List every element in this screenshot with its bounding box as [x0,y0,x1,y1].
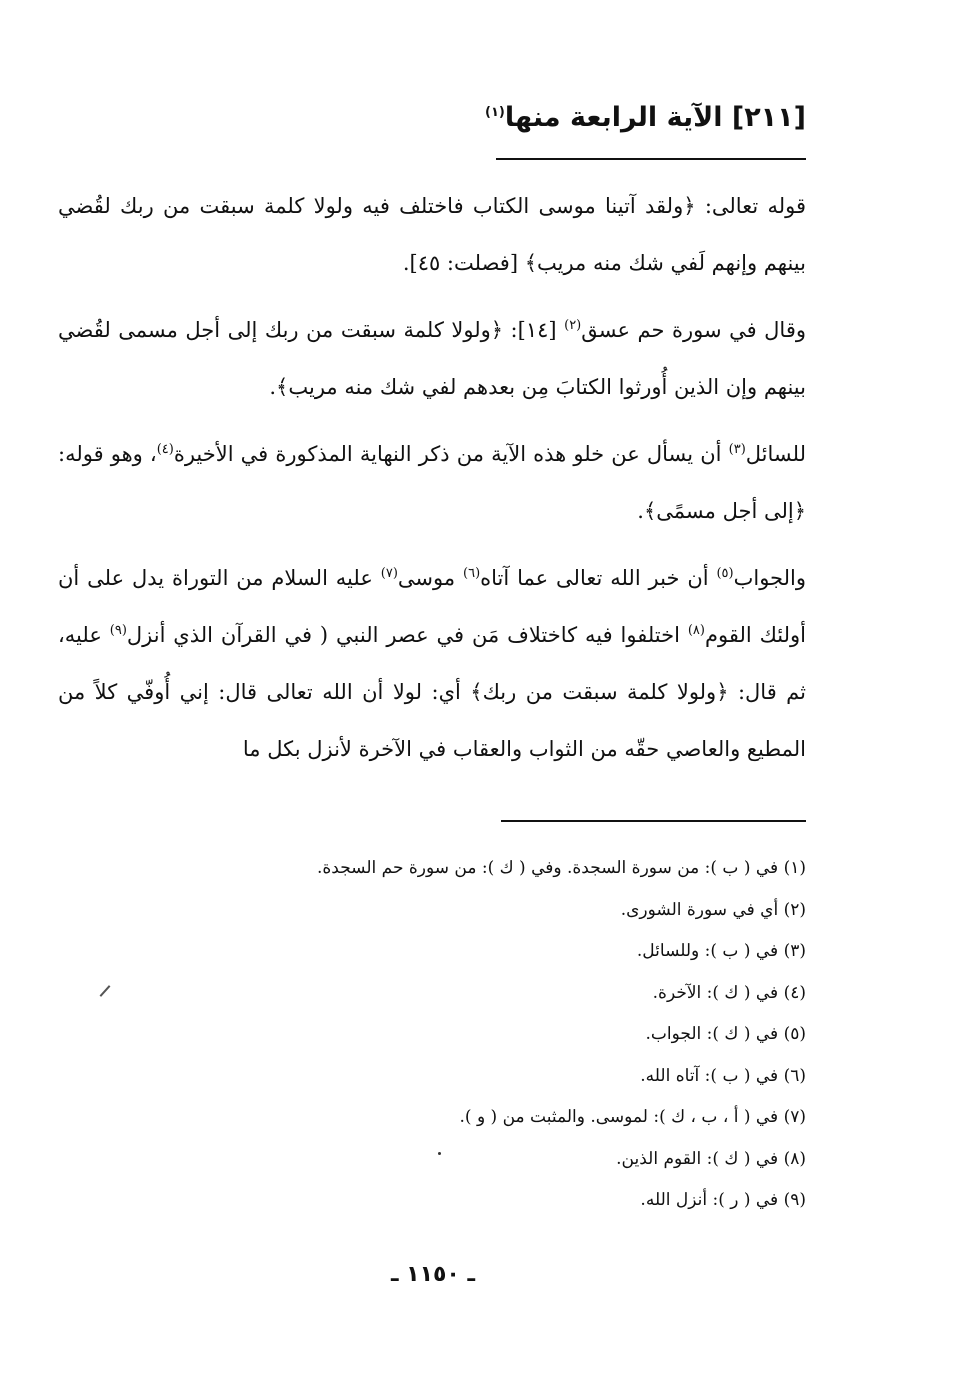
footnote-separator [501,820,806,822]
heading-title: الآية الرابعة منها [504,102,723,133]
paragraph-text: والجواب [733,566,806,590]
footnote-item: (٦) في ( ب ): آتاه الله. [640,1065,806,1086]
footnote-item: (٧) في ( أ ، ب ، ك ): لموسى. والمثبت من ( و ). [459,1107,806,1127]
footnote-ref: (٣) [728,442,746,457]
footnote-item: (٥) في ( ك ): الجواب. [645,1024,806,1044]
page-number: ـ ١١٥٠ ـ [390,1262,476,1287]
footnote-item: (٩) في ( ر ): أنزل الله. [640,1190,806,1210]
footnote-ref: (٩) [109,623,127,638]
footnote-item: (٢) أي في سورة الشورى. [620,899,806,920]
heading-footnote-mark: (١) [485,105,505,120]
paragraph [58,302,806,416]
paragraph [58,426,806,540]
footnote-ref: (٦) [463,566,481,581]
main-text [58,178,806,788]
footnote-ref: (٨) [687,623,705,638]
paragraph-text: وقال في سورة حم عسق [581,318,807,342]
paragraph-text: قوله تعالى: ﴿ولقد آتينا موسى الكتاب فاختلف فيه ولولا كلمة سبقت من ربك لقُضي بينهم وإنهم لَفي شك منه مريب﴾ [فصلت: ٤٥]. [58,194,806,275]
paragraph-text: أن يسأل عن خلو هذه الآية من ذكر النهاية المذكورة في الأخيرة [173,442,729,466]
heading-underline [496,158,806,160]
paragraph-text: ، وهو قوله: ﴿إلى أجل مسمًى﴾. [58,442,806,523]
paragraph-text: اختلفوا فيه كاختلاف مَن في عصر النبي ( في القرآن الذي أنزل [126,623,688,647]
section-heading [420,102,806,133]
footnote-item: (٨) في ( ك ): القوم الذين. [616,1148,806,1169]
paragraph-text: عليه، ثم قال: ﴿ولولا كلمة سبقت من ربك﴾ أي: لولا أن الله تعالى قال: إني أُوفّي كلاً من المطيع والعاصي حقّه من الثواب والعقاب في الآخرة لأنزل بكل ما [58,623,806,761]
paragraph-text: أن خبر الله تعالى عما آتاه [480,566,717,590]
paragraph [58,178,806,292]
paragraph-text: عليه السلام من التوراة يدل على أن أولئك القوم [58,566,806,647]
paragraph-text: موسى [397,566,463,590]
footnote-ref: (٥) [716,566,734,581]
paragraph-text: [١٤]: ﴿ولولا كلمة سبقت من ربك إلى أجل مسمى لقُضي بينهم وإن الذين أُورثوا الكتابَ مِن بعدهم لفي شك منه مريب﴾. [58,318,806,399]
footnotes [106,848,806,1222]
footnote-ref: (٧) [380,566,398,581]
paragraph-text: للسائل [745,442,806,466]
paragraph [58,550,806,778]
footnote-ref: (٤) [156,442,174,457]
footnote-item: (٤) في ( ك ): الآخرة. [652,982,806,1003]
footnote-ref: (٢) [564,318,582,333]
footnote-item: (٣) في ( ب ): وللسائل. [636,941,806,961]
scan-speck [438,1152,441,1155]
heading-number: [٢١١] [731,102,806,133]
footnote-item: (١) في ( ب ): من سورة السجدة. وفي ( ك ): من سورة حم السجدة. [316,858,806,878]
